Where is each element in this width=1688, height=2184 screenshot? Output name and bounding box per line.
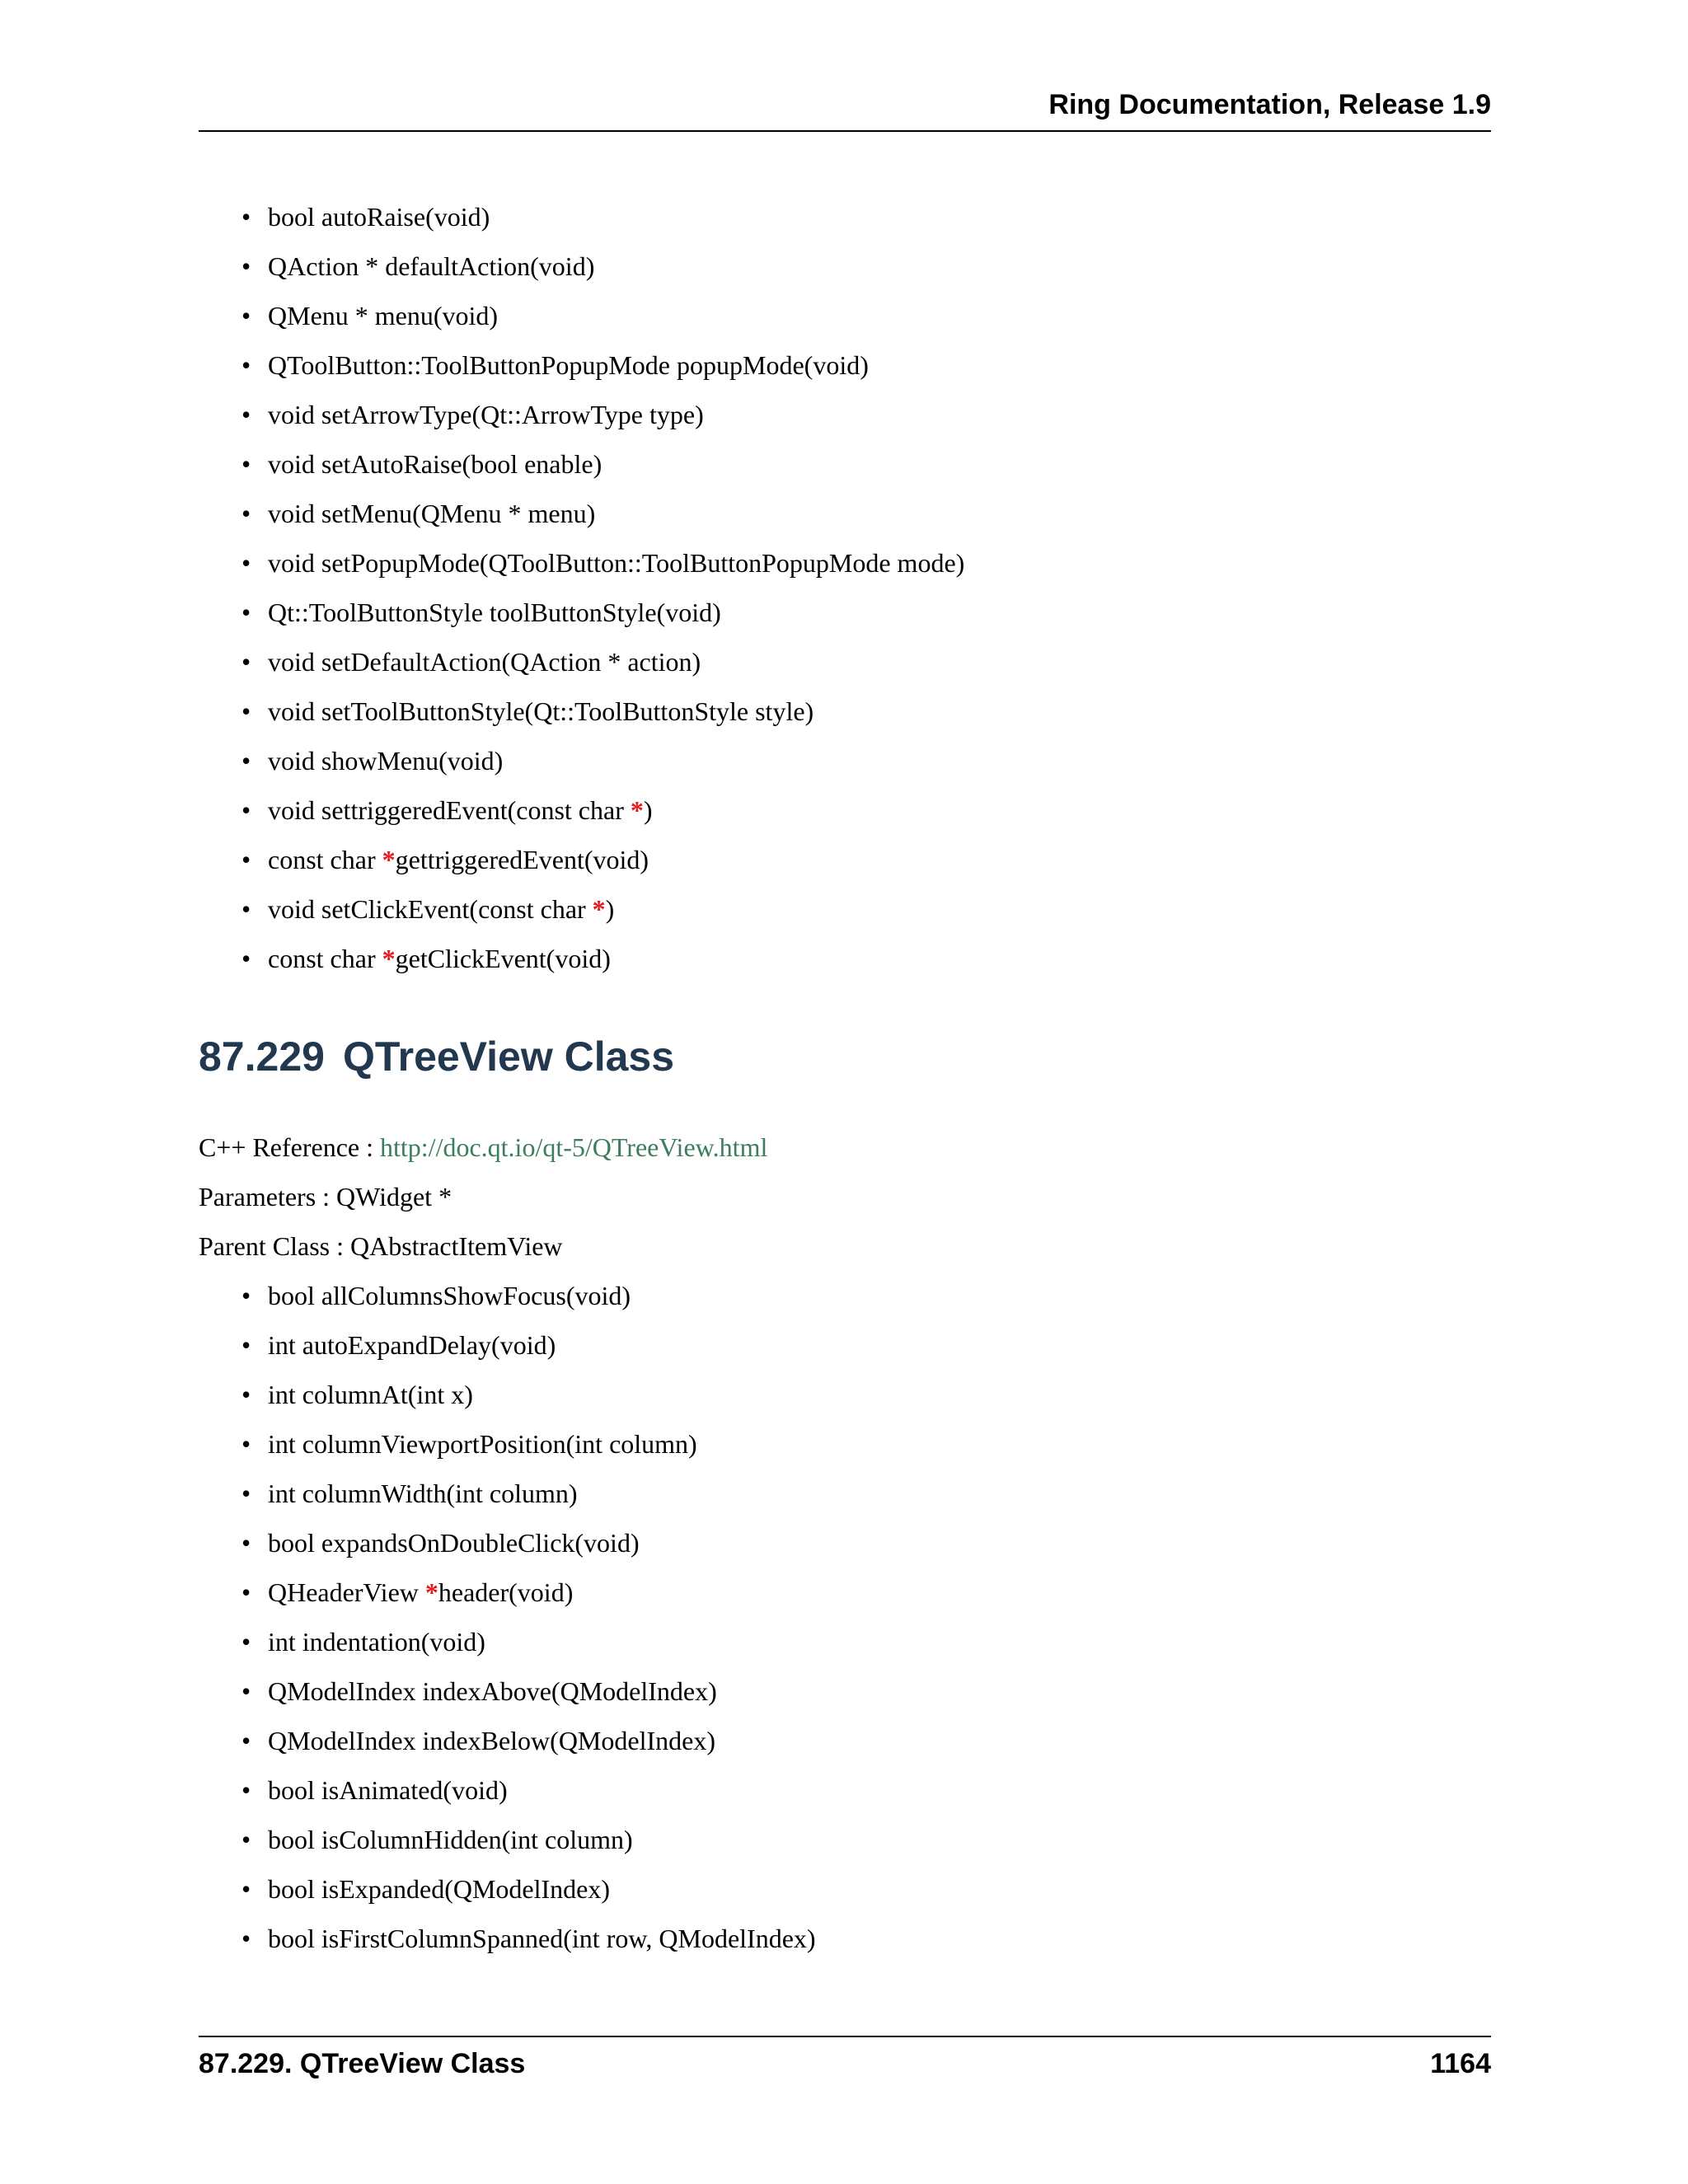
list-item: • QMenu * menu(void) bbox=[241, 291, 964, 340]
bullet-icon: • bbox=[241, 350, 251, 380]
bullet-icon: • bbox=[241, 1380, 251, 1409]
list-item: • void setMenu(QMenu * menu) bbox=[241, 489, 964, 538]
bullet-icon: • bbox=[241, 1479, 251, 1508]
list-item: • void setArrowType(Qt::ArrowType type) bbox=[241, 390, 964, 439]
list-item: • void setPopupMode(QToolButton::ToolButtonPopupMode mode) bbox=[241, 538, 964, 588]
list-item: • void setClickEvent(const char *) bbox=[241, 884, 964, 934]
document-title: Ring Documentation, Release 1.9 bbox=[1048, 89, 1491, 120]
list-item: • int columnViewportPosition(int column) bbox=[241, 1419, 816, 1469]
cpp-reference-line bbox=[199, 1122, 767, 1172]
list-item: • int columnWidth(int column) bbox=[241, 1469, 816, 1518]
bullet-icon: • bbox=[241, 1429, 251, 1459]
bullet-icon: • bbox=[241, 1676, 251, 1706]
bullet-icon: • bbox=[241, 1577, 251, 1607]
footer-section-label: 87.229. QTreeView Class bbox=[199, 2048, 526, 2079]
list-item: • bool expandsOnDoubleClick(void) bbox=[241, 1518, 816, 1568]
bullet-icon: • bbox=[241, 746, 251, 776]
list-item: • Qt::ToolButtonStyle toolButtonStyle(void) bbox=[241, 588, 964, 637]
bullet-icon: • bbox=[241, 1924, 251, 1953]
cpp-reference-label: C++ Reference : bbox=[199, 1132, 380, 1162]
bullet-icon: • bbox=[241, 598, 251, 627]
qtoolbutton-method-list bbox=[241, 192, 964, 983]
cpp-reference-link[interactable]: http://doc.qt.io/qt-5/QTreeView.html bbox=[380, 1132, 768, 1162]
bullet-icon: • bbox=[241, 1281, 251, 1310]
bullet-icon: • bbox=[241, 1726, 251, 1755]
list-item: • int indentation(void) bbox=[241, 1617, 816, 1666]
qtreeview-method-list bbox=[241, 1271, 816, 1963]
bullet-icon: • bbox=[241, 202, 251, 232]
section-heading bbox=[199, 1032, 674, 1081]
parent-class-line: Parent Class : QAbstractItemView bbox=[199, 1231, 563, 1261]
list-item: • QToolButton::ToolButtonPopupMode popupMode(void) bbox=[241, 340, 964, 390]
list-item: • void settriggeredEvent(const char *) bbox=[241, 785, 964, 835]
bullet-icon: • bbox=[241, 1775, 251, 1805]
list-item: • int columnAt(int x) bbox=[241, 1370, 816, 1419]
list-item: • bool isColumnHidden(int column) bbox=[241, 1815, 816, 1864]
bullet-icon: • bbox=[241, 696, 251, 726]
bullet-icon: • bbox=[241, 944, 251, 973]
section-title: QTreeView Class bbox=[342, 1033, 675, 1080]
bullet-icon: • bbox=[241, 894, 251, 924]
list-item: • QAction * defaultAction(void) bbox=[241, 241, 964, 291]
list-item: • bool isFirstColumnSpanned(int row, QModelIndex) bbox=[241, 1914, 816, 1963]
section-number: 87.229 bbox=[199, 1033, 325, 1080]
bullet-icon: • bbox=[241, 1330, 251, 1360]
list-item: • const char *getClickEvent(void) bbox=[241, 934, 964, 983]
list-item: • bool autoRaise(void) bbox=[241, 192, 964, 241]
list-item: • const char *gettriggeredEvent(void) bbox=[241, 835, 964, 884]
bullet-icon: • bbox=[241, 845, 251, 874]
bullet-icon: • bbox=[241, 400, 251, 429]
list-item: • void setToolButtonStyle(Qt::ToolButtonStyle style) bbox=[241, 687, 964, 736]
list-item: • int autoExpandDelay(void) bbox=[241, 1320, 816, 1370]
bullet-icon: • bbox=[241, 647, 251, 677]
bullet-icon: • bbox=[241, 1528, 251, 1558]
list-item: • QHeaderView *header(void) bbox=[241, 1568, 816, 1617]
list-item: • bool isExpanded(QModelIndex) bbox=[241, 1864, 816, 1914]
bullet-icon: • bbox=[241, 251, 251, 281]
list-item: • QModelIndex indexAbove(QModelIndex) bbox=[241, 1666, 816, 1716]
bullet-icon: • bbox=[241, 548, 251, 578]
list-item: • void showMenu(void) bbox=[241, 736, 964, 785]
bullet-icon: • bbox=[241, 499, 251, 528]
running-header bbox=[199, 89, 1491, 132]
parameters-line: Parameters : QWidget * bbox=[199, 1182, 452, 1212]
list-item: • bool isAnimated(void) bbox=[241, 1765, 816, 1815]
running-footer bbox=[199, 2036, 1491, 2085]
bullet-icon: • bbox=[241, 795, 251, 825]
bullet-icon: • bbox=[241, 449, 251, 479]
list-item: • void setDefaultAction(QAction * action) bbox=[241, 637, 964, 687]
page-number: 1164 bbox=[1430, 2048, 1491, 2079]
bullet-icon: • bbox=[241, 301, 251, 330]
bullet-icon: • bbox=[241, 1627, 251, 1657]
list-item: • bool allColumnsShowFocus(void) bbox=[241, 1271, 816, 1320]
list-item: • QModelIndex indexBelow(QModelIndex) bbox=[241, 1716, 816, 1765]
bullet-icon: • bbox=[241, 1825, 251, 1854]
bullet-icon: • bbox=[241, 1874, 251, 1904]
list-item: • void setAutoRaise(bool enable) bbox=[241, 439, 964, 489]
